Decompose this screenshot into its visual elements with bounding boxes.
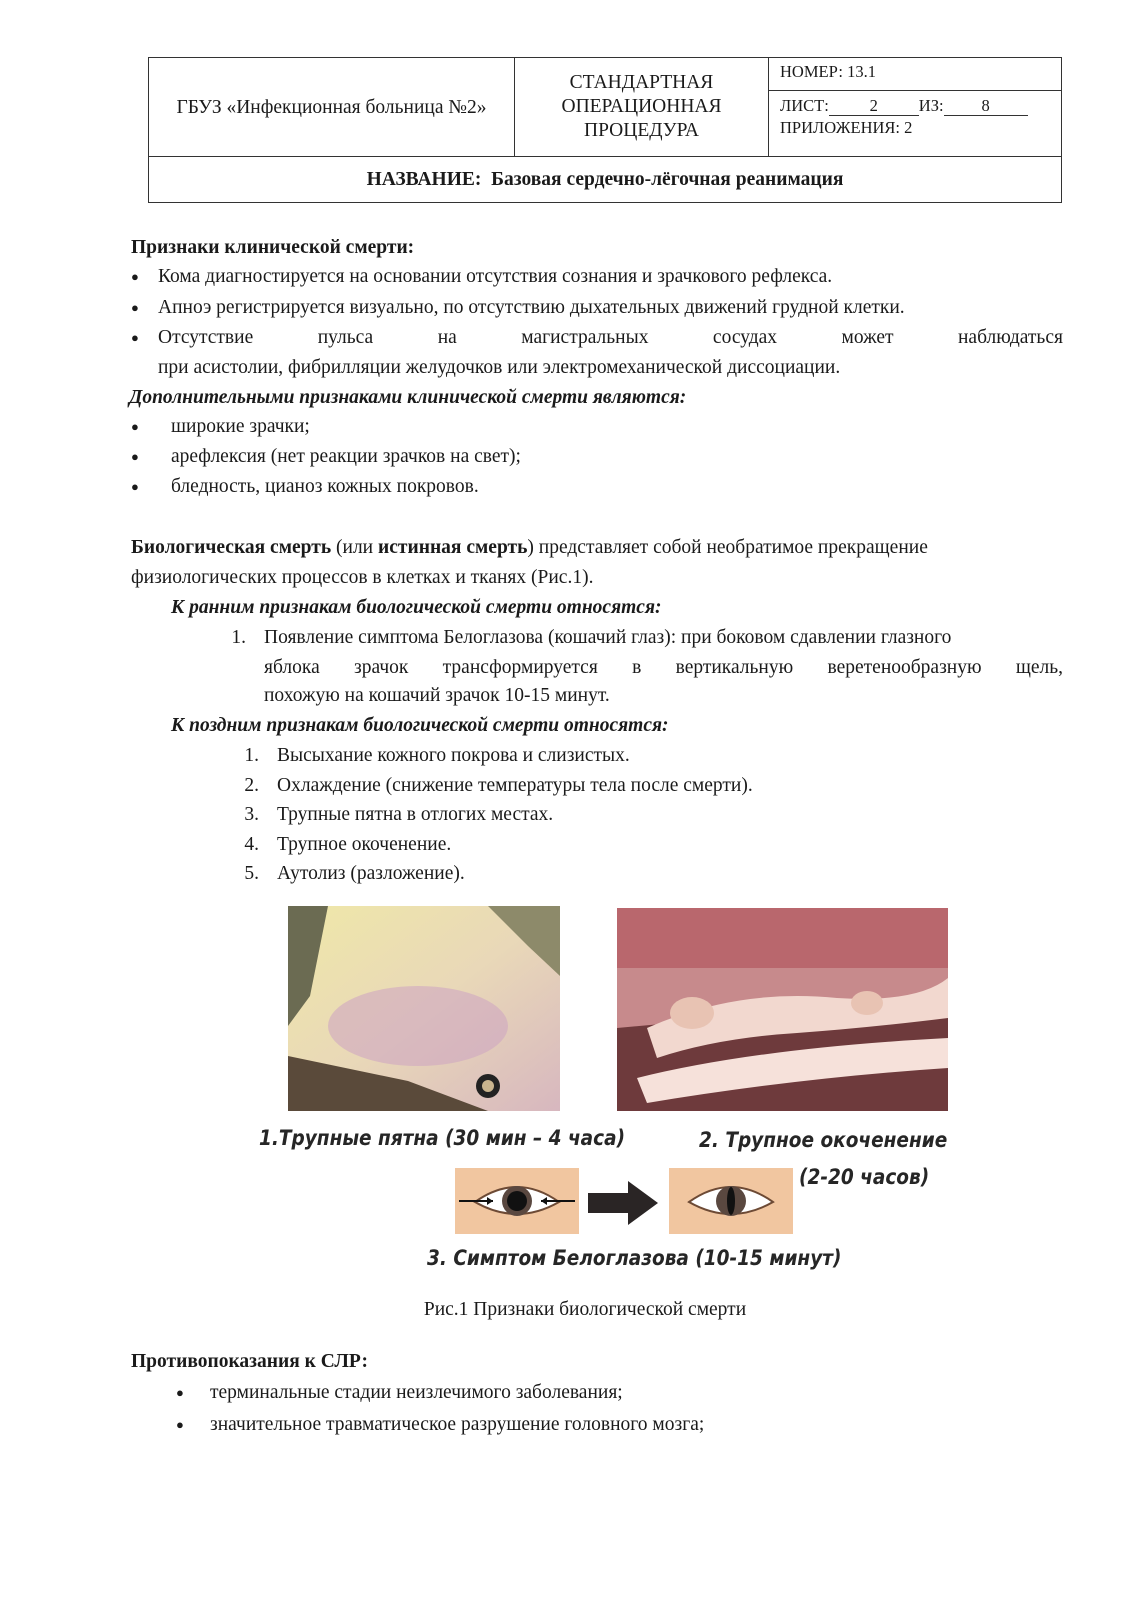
list-item: широкие зрачки; (171, 416, 310, 437)
contra-heading: Противопоказания к СЛР: (131, 1351, 368, 1372)
list-item-continued: похожую на кошачий зрачок 10-15 минут. (264, 685, 610, 706)
clinical-heading: Признаки клинической смерти: (131, 237, 415, 258)
word: пульса (317, 327, 374, 348)
bullet-icon: ● (131, 419, 139, 434)
doc-name (149, 156, 1061, 202)
list-number: 1. (231, 627, 246, 648)
figure-caption-1: 1.Трупные пятна (30 мин – 4 часа) (259, 1126, 626, 1151)
list-item-continued: при асистолии, фибрилляции желудочков или электромеханической диссоциации. (158, 357, 841, 378)
bullet-icon: ● (131, 269, 139, 284)
attachments-label: ПРИЛОЖЕНИЯ: (780, 118, 900, 137)
bullet-icon: ● (176, 1385, 184, 1400)
list-number: 1. (244, 745, 259, 766)
attachments-value: 2 (904, 118, 913, 137)
list-item: бледность, цианоз кожных покровов. (171, 476, 479, 497)
sop-title: СТАНДАРТНАЯ ОПЕРАЦИОННАЯ ПРОЦЕДУРА (515, 58, 769, 156)
doc-number (769, 58, 1061, 91)
list-item: Высыхание кожного покрова и слизистых. (277, 745, 630, 766)
paren-text: (или (336, 537, 374, 558)
of-value: 8 (944, 97, 1028, 116)
bullet-icon: ● (131, 479, 139, 494)
word: магистральных (521, 327, 649, 348)
bio-paragraph-line2: физиологических процессов в клетках и тканях (Рис.1). (131, 567, 594, 588)
number-label: НОМЕР: (780, 62, 843, 81)
list-number: 4. (244, 834, 259, 855)
list-item: терминальные стадии неизлечимого заболевания; (210, 1382, 623, 1403)
list-item: Кома диагностируется на основании отсутствия сознания и зрачкового рефлекса. (158, 266, 833, 287)
term-true-death: истинная смерть (378, 537, 528, 558)
list-item: Появление симптома Белоглазова (кошачий глаз): при боковом сдавлении глазного (264, 627, 952, 648)
name-value: Базовая сердечно-лёгочная реанимация (491, 168, 844, 190)
list-item: значительное травматическое разрушение головного мозга; (210, 1414, 705, 1435)
bullet-icon: ● (131, 330, 139, 345)
list-item: Апноэ регистрируется визуально, по отсутствию дыхательных движений грудной клетки. (158, 297, 905, 318)
sheet-value: 2 (829, 97, 919, 116)
list-number: 5. (244, 863, 259, 884)
list-item: Охлаждение (снижение температуры тела после смерти). (277, 775, 753, 796)
list-item: Трупное окоченение. (277, 834, 452, 855)
word: Отсутствие (158, 327, 254, 348)
word: сосудах (712, 327, 778, 348)
bullet-icon: ● (176, 1417, 184, 1432)
org-name: ГБУЗ «Инфекционная больница №2» (149, 58, 515, 156)
eye-cat-pupil-icon (669, 1168, 793, 1234)
list-item: Трупные пятна в отлогих местах. (277, 804, 554, 825)
bio-paragraph-line1 (131, 536, 1063, 560)
word: может (841, 327, 894, 348)
term-biological-death: Биологическая смерть (131, 537, 332, 558)
list-item: арефлексия (нет реакции зрачков на свет); (171, 446, 521, 467)
late-signs-heading: К поздним признакам биологической смерти относятся: (171, 715, 669, 736)
bullet-icon: ● (131, 449, 139, 464)
number-value: 13.1 (847, 62, 876, 81)
word: наблюдаться (958, 327, 1063, 348)
eye-normal-pupil-icon (455, 1168, 579, 1234)
of-label: ИЗ: (918, 96, 944, 115)
list-item-continued: яблока зрачок трансформируется в вертикальную веретенообразную щель, (264, 657, 1063, 678)
figure-caption-2b: (2-20 часов) (799, 1165, 930, 1190)
header-table (148, 57, 1062, 203)
list-item-justified (158, 326, 1063, 350)
figure-title: Рис.1 Признаки биологической смерти (423, 1299, 747, 1320)
photo-rigor-mortis (617, 908, 948, 1111)
bullet-icon: ● (131, 300, 139, 315)
list-item: Аутолиз (разложение). (277, 863, 465, 884)
list-number: 3. (244, 804, 259, 825)
arrow-right-icon (588, 1181, 658, 1225)
figure-caption-3: 3. Симптом Белоглазова (10-15 минут) (427, 1246, 842, 1271)
name-label: НАЗВАНИЕ: (366, 168, 482, 190)
early-signs-heading: К ранним признакам биологической смерти относятся: (171, 597, 662, 618)
word: на (437, 327, 457, 348)
paragraph-text: ) представляет собой необратимое прекращение (527, 537, 928, 558)
sheet-label: ЛИСТ: (780, 96, 829, 115)
sheet-info (769, 91, 1061, 156)
photo-livor-mortis (288, 906, 560, 1111)
list-number: 2. (244, 775, 259, 796)
figure-caption-2a: 2. Трупное окоченение (699, 1128, 948, 1153)
extra-signs-heading: Дополнительными признаками клинической смерти являются: (129, 387, 687, 408)
